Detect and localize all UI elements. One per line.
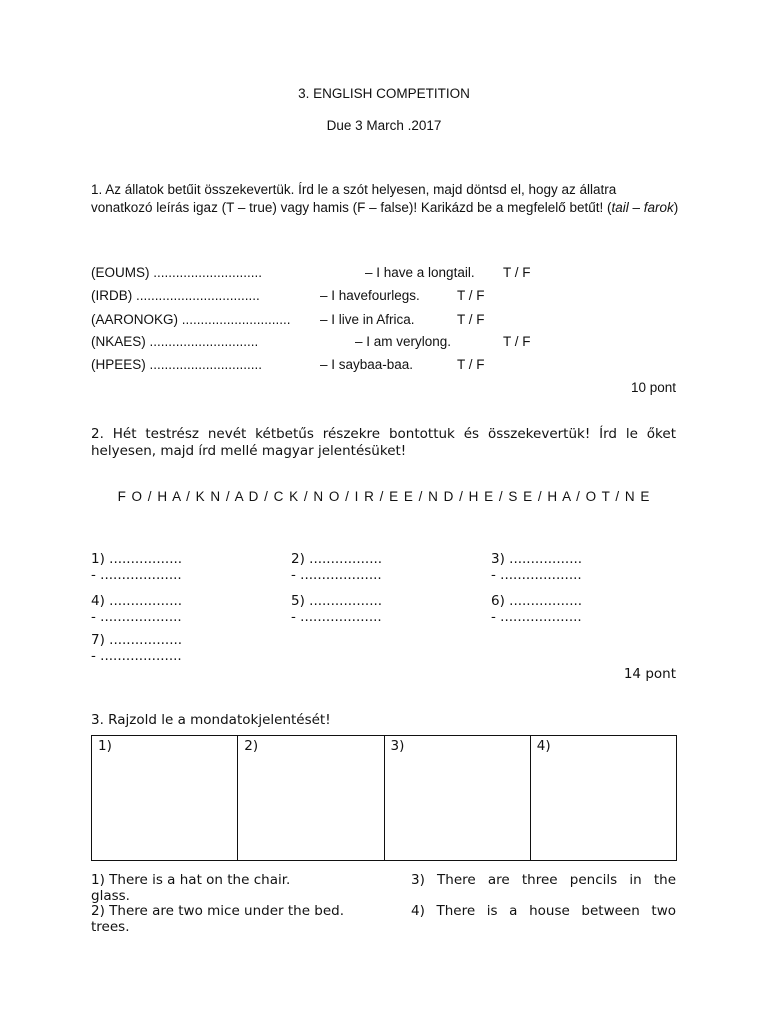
task1-intro-tail: tail [611, 200, 629, 215]
meaning-line[interactable]: - ................... [91, 648, 182, 664]
task2-item-6 [491, 593, 582, 625]
task1-row-5-tf[interactable]: T / F [457, 357, 485, 372]
task2-item-4 [91, 593, 182, 625]
drawing-cell-2[interactable] [238, 736, 384, 860]
task1-row-4-tf[interactable]: T / F [503, 334, 531, 349]
task2-instructions [91, 426, 676, 460]
task1-row-5: (HPEES) .............................. [91, 357, 263, 372]
sentence-3 [411, 872, 676, 888]
task2-item-7 [91, 632, 182, 664]
drawing-table [91, 735, 677, 861]
answer-line[interactable]: 6) ................. [491, 593, 583, 609]
drawing-cell-4[interactable] [531, 736, 676, 860]
answer-line[interactable]: 5) ................. [291, 593, 383, 609]
meaning-line[interactable]: - ................... [491, 609, 582, 625]
scrambled-word: (EOUMS) ............................. [91, 265, 263, 280]
task1-intro-close: ) [673, 200, 679, 215]
answer-line[interactable]: 2) ................. [291, 551, 383, 567]
task1-row-2-desc: – I havefourlegs. [320, 288, 420, 303]
meaning-line[interactable]: - ................... [91, 609, 182, 625]
cell-label: 1) [98, 738, 112, 754]
cell-label: 2) [244, 738, 259, 754]
task2-item-5 [291, 593, 382, 625]
task1-row-5-desc: – I saybaa-baa. [320, 357, 414, 372]
task1-row-1-desc: – I have a longtail. [365, 265, 475, 280]
sentence-4 [411, 903, 676, 919]
meaning-line[interactable]: - ................... [491, 567, 582, 583]
task1-points: 10 pont [630, 380, 676, 395]
task2-points: 14 pont [623, 666, 676, 682]
task2-item-1 [91, 551, 182, 583]
task1-row-1-tf[interactable]: T / F [503, 265, 531, 280]
task1-instructions [91, 181, 679, 217]
sentence-1: 1) There is a hat on the chair. [91, 872, 291, 888]
task1-row-2-tf[interactable]: T / F [457, 288, 485, 303]
task1-row-3-tf[interactable]: T / F [457, 312, 485, 327]
task1-row-4: (NKAES) ............................. [91, 334, 259, 349]
cell-label: 4) [536, 738, 551, 754]
task1-intro-dash: – [628, 200, 644, 215]
scrambled-letters: F O / H A / K N / A D / C K / N O / I R / E E / N D / H E / S E / H A / O T / N E [117, 489, 651, 504]
cell-label: 3) [390, 738, 405, 754]
sentence-3-wrap: glass. [91, 888, 130, 904]
meaning-line[interactable]: - ................... [291, 609, 382, 625]
task1-intro-text: 1. Az állatok betűit összekevertük. Írd le a szót helyesen, majd döntsd el, hogy az állatra vonatkozó leírás igaz (T – true) vagy hamis (F – false)! Karikázd be a megfelelő betűt! ( [91, 182, 617, 215]
document-title: 3. ENGLISH COMPETITION [298, 86, 470, 101]
due-date: Due 3 March .2017 [326, 118, 442, 133]
task1-row-3-desc: – I live in Africa. [320, 312, 415, 327]
task2-intro-text: 2. Hét testrész nevét kétbetűs részekre bontottuk és összekevertük! Írd le őket helyesen, majd írd mellé magyar jelentésüket! [91, 426, 676, 459]
sentence-2: 2) There are two mice under the bed. [91, 903, 345, 919]
task3-instructions: 3. Rajzold le a mondatokjelentését! [91, 712, 331, 728]
task1-row-1 [91, 265, 262, 283]
answer-line[interactable]: 1) ................. [91, 551, 183, 567]
task1-row-2: (IRDB) ................................. [91, 288, 260, 303]
sentence-4-wrap: trees. [91, 919, 130, 935]
meaning-line[interactable]: - ................... [91, 567, 182, 583]
task1-row-4-desc: – I am verylong. [355, 334, 452, 349]
answer-line[interactable]: 4) ................. [91, 593, 183, 609]
sentence-4-line: 4) There is a house between two [411, 903, 676, 919]
drawing-cell-1[interactable] [92, 736, 238, 860]
answer-line[interactable]: 3) ................. [491, 551, 583, 567]
task2-item-3 [491, 551, 582, 583]
answer-line[interactable]: 7) ................. [91, 632, 183, 648]
task2-item-2 [291, 551, 382, 583]
task1-row-3: (AARONOKG) ............................. [91, 312, 291, 327]
drawing-cell-3[interactable] [385, 736, 531, 860]
task1-intro-farok: farok [643, 200, 674, 215]
meaning-line[interactable]: - ................... [291, 567, 382, 583]
sentence-3-line: 3) There are three pencils in the [411, 872, 676, 888]
